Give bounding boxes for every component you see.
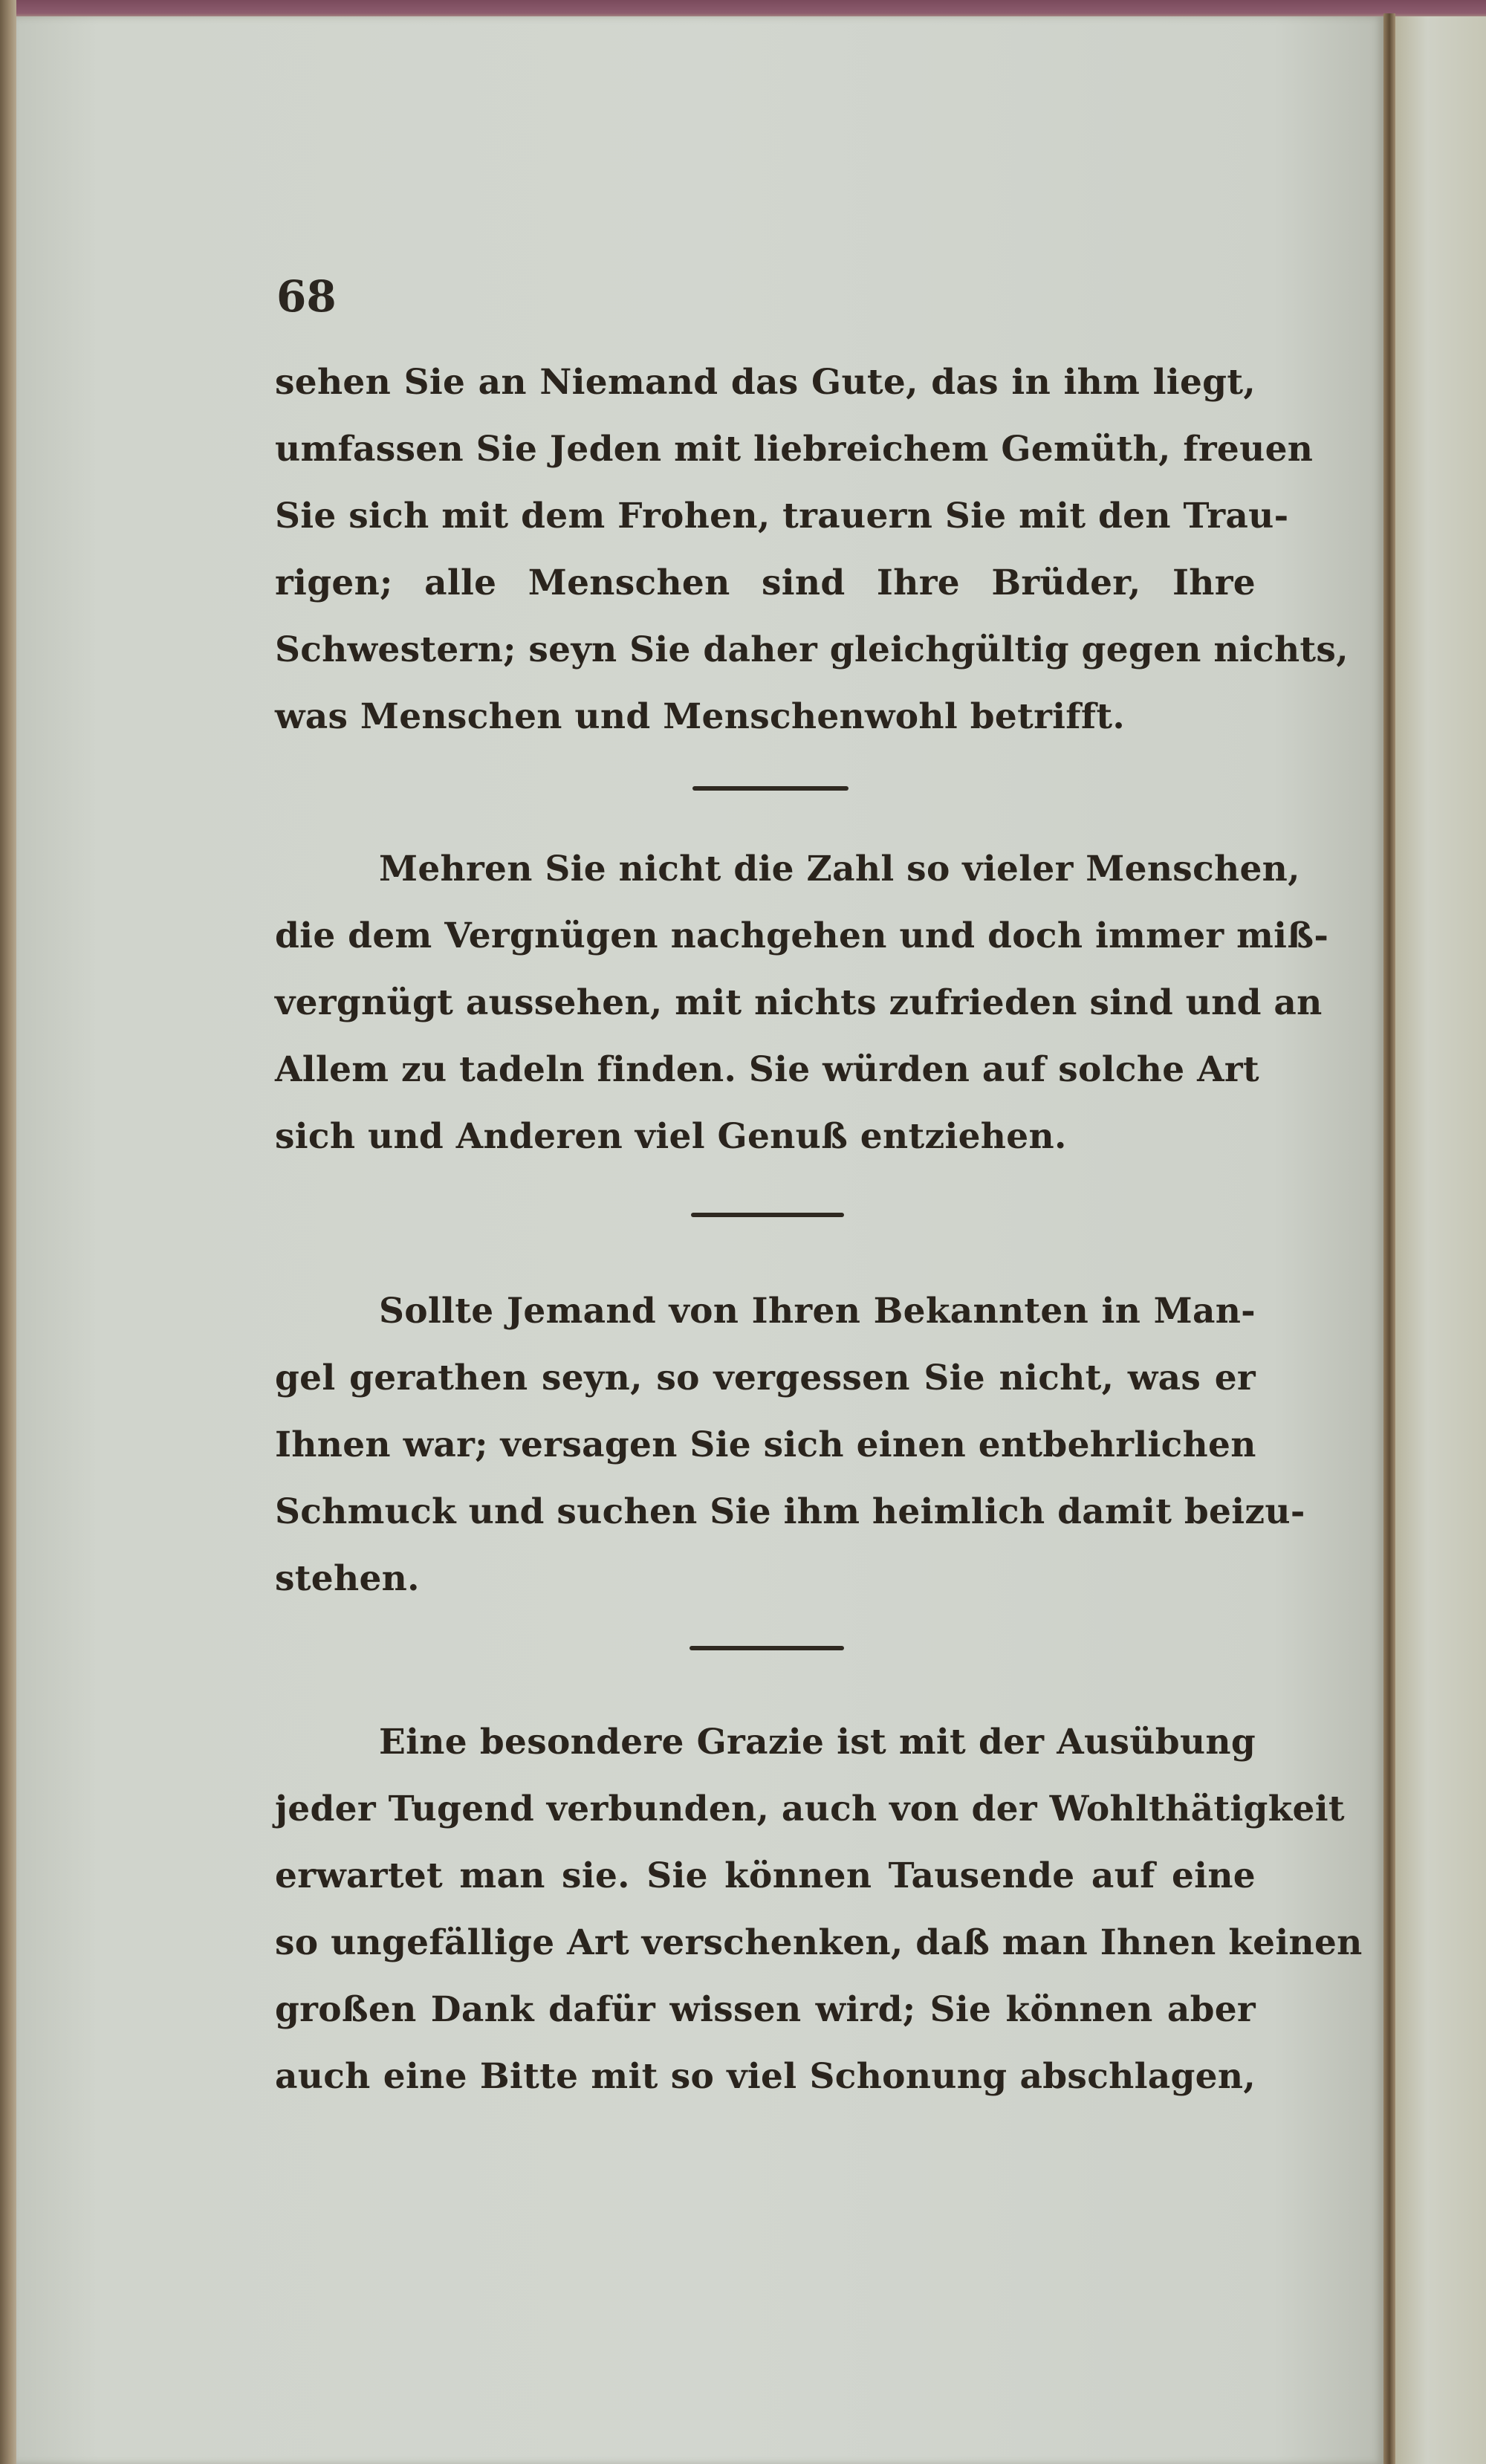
paragraph-4: [275, 1709, 1363, 2110]
paragraph-2: [275, 836, 1329, 1170]
text-line: so ungefällige Art verschenken, daß man Ihnen keinen: [275, 1922, 1363, 1963]
text-line: Sie sich mit dem Frohen, trauern Sie mit den Trau-: [275, 496, 1289, 536]
text-line: Ihnen war; versagen Sie sich einen entbehrlichen: [275, 1424, 1256, 1465]
text-line: rigen; alle Menschen sind Ihre Brüder, Ihre: [275, 562, 1256, 603]
text-line: sich und Anderen viel Genuß entziehen.: [275, 1116, 1067, 1157]
section-separator: [691, 1213, 844, 1217]
text-line: Schmuck und suchen Sie ihm heimlich damit beizu-: [275, 1491, 1305, 1532]
paragraph-1: [275, 349, 1349, 750]
text-line: stehen.: [275, 1558, 420, 1599]
section-separator: [690, 1646, 844, 1650]
facing-page-edge: [1395, 16, 1486, 2464]
text-line: sehen Sie an Niemand das Gute, das in ihm liegt,: [275, 362, 1256, 403]
text-line: erwartet man sie. Sie können Tausende auf eine: [275, 1855, 1256, 1896]
book-gutter: [1383, 13, 1395, 2464]
page-number: 68: [276, 271, 337, 322]
text-line: großen Dank dafür wissen wird; Sie können aber: [275, 1989, 1256, 2030]
text-line: Sollte Jemand von Ihren Bekannten in Man-: [379, 1291, 1256, 1332]
section-separator: [692, 786, 849, 791]
text-line: was Menschen und Menschenwohl betrifft.: [275, 696, 1126, 737]
text-line: Allem zu tadeln finden. Sie würden auf solche Art: [275, 1049, 1259, 1090]
text-line: auch eine Bitte mit so viel Schonung abschlagen,: [275, 2056, 1256, 2097]
paragraph-3: [275, 1278, 1305, 1612]
text-line: Schwestern; seyn Sie daher gleichgültig gegen nichts,: [275, 629, 1349, 670]
text-line: Mehren Sie nicht die Zahl so vieler Menschen,: [379, 849, 1300, 889]
cover-edge: [0, 0, 16, 2464]
text-line: gel gerathen seyn, so vergessen Sie nicht, was er: [275, 1358, 1256, 1398]
text-line: jeder Tugend verbunden, auch von der Wohlthätigkeit: [275, 1789, 1345, 1829]
text-line: vergnügt aussehen, mit nichts zufrieden sind und an: [275, 982, 1323, 1023]
text-line: die dem Vergnügen nachgehen und doch immer miß-: [275, 915, 1329, 956]
text-line: umfassen Sie Jeden mit liebreichem Gemüth, freuen: [275, 429, 1314, 470]
text-line: Eine besondere Grazie ist mit der Ausübung: [379, 1722, 1256, 1763]
